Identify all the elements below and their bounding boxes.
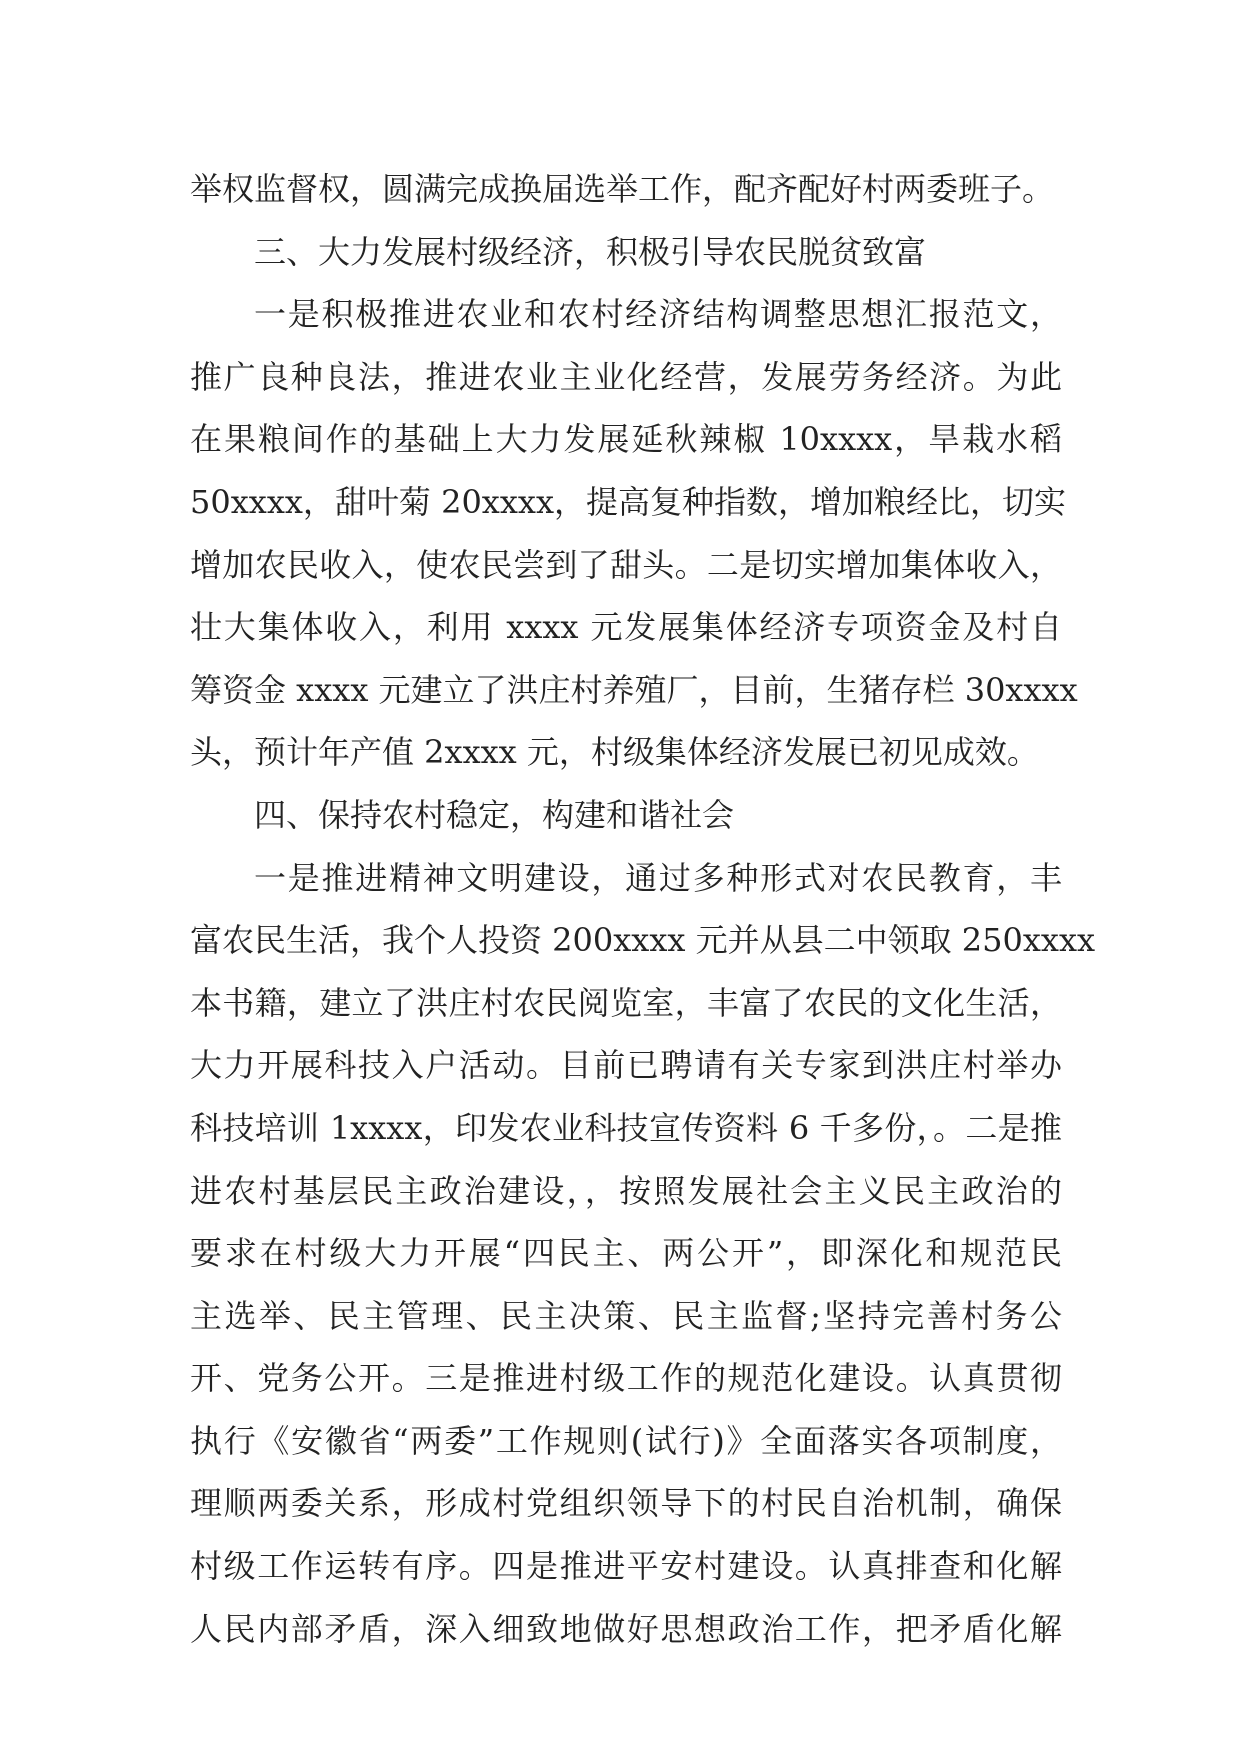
text-line: 进农村基层民主政治建设，，按照发展社会主义民主政治的 bbox=[190, 1171, 1062, 1210]
text-line: 富农民生活，我个人投资 200xxxx 元并从县二中领取 250xxxx bbox=[190, 921, 1096, 960]
text-line: 增加农民收入，使农民尝到了甜头。二是切实增加集体收入， bbox=[190, 545, 1062, 584]
text-line: 50xxxx，甜叶菊 20xxxx，提高复种指数，增加粮经比，切实 bbox=[190, 482, 1066, 521]
text-line: 理顺两委关系，形成村党组织领导下的村民自治机制，确保 bbox=[190, 1484, 1062, 1523]
document-body bbox=[190, 158, 1096, 1660]
paragraph-first-line: 一是推进精神文明建设，通过多种形式对农民教育，丰 bbox=[254, 858, 1062, 897]
text-line: 筹资金 xxxx 元建立了洪庄村养殖厂，目前，生猪存栏 30xxxx bbox=[190, 670, 1078, 709]
text-line: 要求在村级大力开展“四民主、两公开”，即深化和规范民 bbox=[190, 1234, 1062, 1273]
text-line: 人民内部矛盾，深入细致地做好思想政治工作，把矛盾化解 bbox=[190, 1609, 1062, 1648]
text-line: 头，预计年产值 2xxxx 元，村级集体经济发展已初见成效。 bbox=[190, 733, 1039, 772]
text-line: 开、党务公开。三是推进村级工作的规范化建设。认真贯彻 bbox=[190, 1359, 1062, 1398]
text-line: 举权监督权，圆满完成换届选举工作，配齐配好村两委班子。 bbox=[190, 170, 1055, 208]
text-line: 主选举、民主管理、民主决策、民主监督;坚持完善村务公 bbox=[190, 1296, 1062, 1335]
text-line: 执行《安徽省“两委”工作规则(试行)》全面落实各项制度， bbox=[190, 1421, 1062, 1460]
text-line: 在果粮间作的基础上大力发展延秋辣椒 10xxxx，旱栽水稻 bbox=[190, 420, 1062, 459]
text-line: 本书籍，建立了洪庄村农民阅览室，丰富了农民的文化生活， bbox=[190, 983, 1062, 1022]
text-line: 村级工作运转有序。四是推进平安村建设。认真排查和化解 bbox=[190, 1547, 1062, 1586]
text-line: 大力开展科技入户活动。目前已聘请有关专家到洪庄村举办 bbox=[190, 1046, 1062, 1085]
section-heading: 三、大力发展村级经济，积极引导农民脱贫致富 bbox=[254, 232, 927, 271]
text-line: 壮大集体收入，利用 xxxx 元发展集体经济专项资金及村自 bbox=[190, 608, 1062, 647]
text-line: 科技培训 1xxxx，印发农业科技宣传资料 6 千多份，。二是推 bbox=[190, 1108, 1062, 1147]
paragraph-first-line: 一是积极推进农业和农村经济结构调整思想汇报范文， bbox=[254, 295, 1062, 334]
section-heading: 四、保持农村稳定，构建和谐社会 bbox=[254, 795, 735, 834]
text-line: 推广良种良法，推进农业主业化经营，发展劳务经济。为此 bbox=[190, 357, 1062, 396]
